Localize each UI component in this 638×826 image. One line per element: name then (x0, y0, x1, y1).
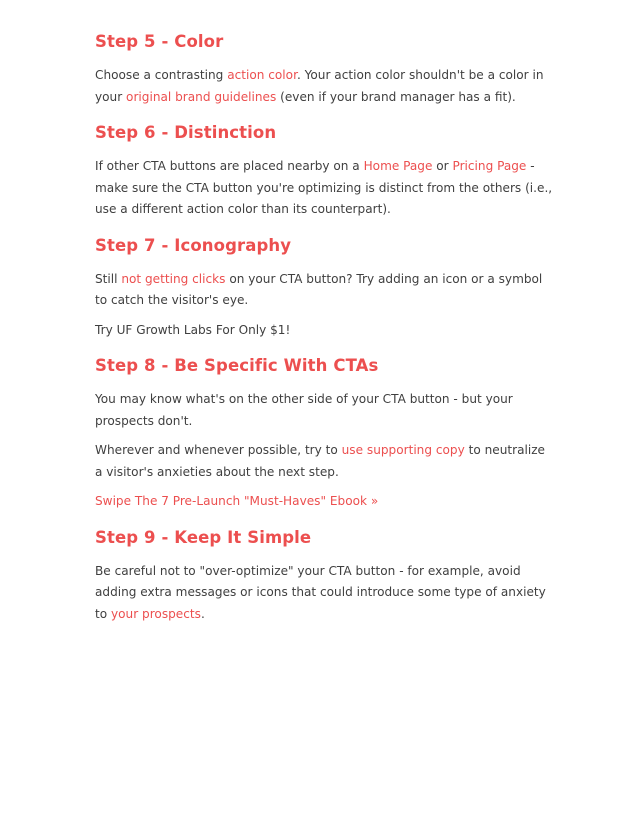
step-5-paragraph (95, 65, 555, 108)
step-7-text-1: Still (95, 271, 122, 286)
step-9-paragraph (95, 561, 555, 626)
step-7-heading: Step 7 - Iconography (95, 235, 292, 255)
use-supporting-copy-link[interactable]: use supporting copy (341, 443, 465, 457)
ebook-cta-link[interactable]: Swipe The 7 Pre-Launch "Must-Haves" Ebook » (95, 494, 379, 508)
step-9-text-1: Be careful not to "over-optimize" your CTA button - for example, avoid adding extra messages or icons that could introduce some type of anxiety to (95, 563, 546, 621)
step-6-text-1: If other CTA buttons are placed nearby on a (95, 159, 364, 173)
step-8-text-2: to neutralize a visitor's anxieties about the next step. (95, 443, 545, 479)
step-6-text-3: - make sure the CTA button you're optimizing is distinct from the others (i.e., use a different action color than its counterpart). (95, 159, 553, 216)
step-5-text-3: (even if your brand manager has a fit). (276, 89, 516, 104)
your-prospects-link[interactable]: your prospects (111, 606, 201, 621)
step-6-heading: Step 6 - Distinction (95, 123, 277, 142)
pricing-page-link[interactable]: Pricing Page (452, 159, 527, 173)
step-6-paragraph (95, 156, 555, 221)
step-7-paragraph (95, 269, 555, 312)
step-7-text-2: on your CTA button? Try adding an icon or a symbol to catch the visitor's eye. (95, 271, 543, 307)
step-8-text-1: Wherever and whenever possible, try to (95, 443, 342, 457)
not-getting-clicks-link[interactable]: not getting clicks (121, 271, 226, 286)
step-9-text-2: . (200, 606, 205, 621)
step-5-text-1: Choose a contrasting (95, 68, 228, 82)
step-5-heading: Step 5 - Color (95, 32, 224, 51)
ebook-cta-paragraph (95, 491, 555, 513)
step-8-paragraph-1: You may know what's on the other side of your CTA button - but your prospects don't. (95, 392, 513, 428)
home-page-link[interactable]: Home Page (363, 159, 433, 173)
original-brand-guidelines-link[interactable]: original brand guidelines (126, 89, 277, 104)
step-5-text-2: . Your action color shouldn't be a color in your (95, 68, 544, 104)
step-8-heading: Step 8 - Be Specific With CTAs (95, 356, 379, 375)
step-6-text-2: or (432, 159, 453, 173)
action-color-link[interactable]: action color (227, 68, 297, 82)
step-8-paragraph-2 (95, 440, 555, 483)
step-9-heading: Step 9 - Keep It Simple (95, 527, 312, 547)
document-page (95, 30, 555, 625)
growth-labs-promo-text: Try UF Growth Labs For Only $1! (95, 322, 291, 337)
